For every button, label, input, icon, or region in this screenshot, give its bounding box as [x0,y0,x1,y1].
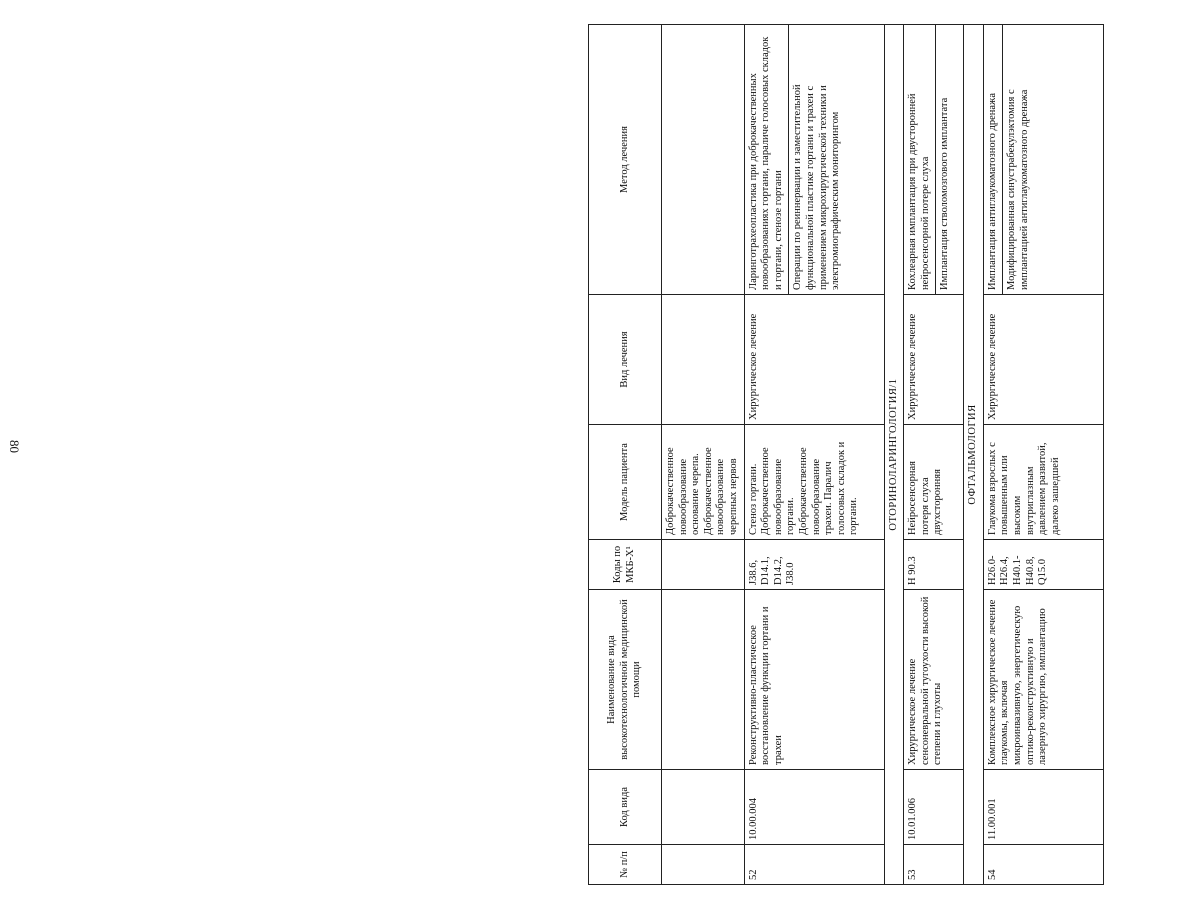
num-cell: 53 [904,845,964,885]
method-cell [744,25,884,295]
table-row [662,25,745,885]
code-cell: 11.00.001 [983,770,1103,845]
header-name: Наименование вида высокотехнологичной медицинской помощи [589,590,662,770]
header-model: Модель пациента [589,425,662,540]
name-cell: Реконструктивно-пластическое восстановление функции гортани и трахеи [744,590,884,770]
name-cell: Комплексное хирургическое лечение глаукомы, включая микроинвазивную, энергетическую оптико-реконструктивную и лазерную хирургию, имплантацию [983,590,1103,770]
code-cell: 10.00.004 [744,770,884,845]
method-item: Кохлеарная имплантация при двусторонней нейросенсорной потере слуха [907,93,931,290]
method-item: Имплантация стволомозгового имплантата [935,25,955,294]
icd-cell: H 90.3 [904,540,964,590]
header-code: Код вида [589,770,662,845]
method-item: Ларинготрахеопластика при доброкачественных новообразованиях гортани, параличе голосовых складок и гортани, стенозе гортани [747,36,784,290]
header-icd: Коды по МКБ-X¹ [589,540,662,590]
num-cell: 54 [983,845,1103,885]
icd-cell: H26.0-H26.4, H40.1-H40.8, Q15.0 [983,540,1103,590]
method-item: Операции по реиннервации и заместительной функциональной пластике гортани и трахеи с применением микрохирургической техники и электромиографическим мониторингом [788,25,845,294]
method-item: Имплантация антиглаукоматозного дренажа [986,93,998,290]
treatment-cell: Хирургическое лечение [983,295,1103,425]
header-num: № п/п [589,845,662,885]
table-row [983,25,1103,885]
header-row [589,25,662,885]
table-row [904,25,964,885]
num-cell: 52 [744,845,884,885]
method-cell [904,25,964,295]
section-row [884,25,904,885]
name-cell: Хирургическое лечение сенсоневральной тугоухости высокой степени и глухоты [904,590,964,770]
section-title: ОФТАЛЬМОЛОГИЯ [964,25,984,885]
table-row [744,25,884,885]
model-cell: Глаукома взрослых с повышенным или высоким внутриглазным давлением развитой, далеко зашедшей [983,425,1103,540]
treatment-cell: Хирургическое лечение [904,295,964,425]
model-cell: Нейросенсорная потеря слуха двухсторонняя [904,425,964,540]
section-title: ОТОРИНОЛАРИНГОЛОГИЯ/1 [884,25,904,885]
section-row [964,25,984,885]
code-cell: 10.01.006 [904,770,964,845]
header-treatment: Вид лечения [589,295,662,425]
method-cell [983,25,1103,295]
header-method: Метод лечения [589,25,662,295]
icd-cell: J38.6, D14.1, D14.2, J38.0 [744,540,884,590]
page-number: 80 [7,440,22,453]
model-cell: Стеноз гортани. Доброкачественное новообразование гортани. Доброкачественное новообразование трахеи. Паралич голосовых складок и гортани. [744,425,884,540]
model-cell: Доброкачественное новообразование основание черепа. Доброкачественное новообразование черепных нервов [662,425,745,540]
rotated-table-page [588,25,1178,885]
treatment-cell: Хирургическое лечение [744,295,884,425]
method-item: Модифицированная синустрабекулэктомия с имплантацией антиглаукоматозного дренажа [1002,25,1034,294]
medical-care-table [588,24,1104,885]
